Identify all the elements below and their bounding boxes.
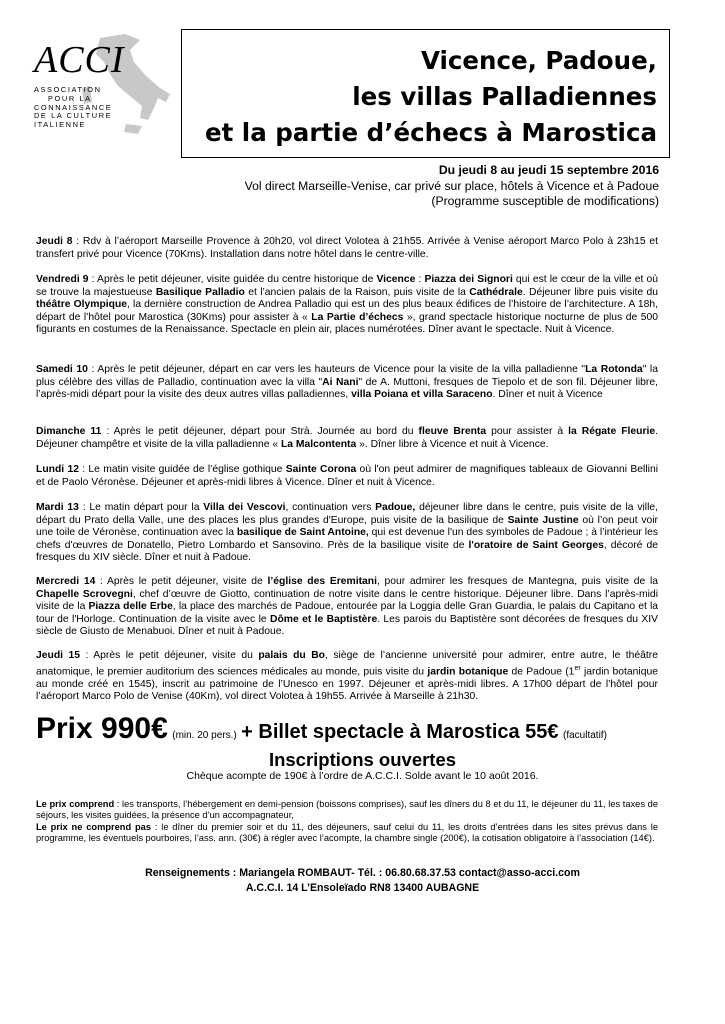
transport-line: Vol direct Marseille-Venise, car privé sur place, hôtels à Vicence et à Padoue xyxy=(244,178,659,193)
day-mardi-13: Mardi 13 : Le matin départ pour la Villa dei Vescovi, continuation vers Padoue, déjeuner libre dans le centre, puis visite de la ville, départ du Prato della Valle, une des places les plus grandes d'Europe, puis visite de la basilique de Sainte Justine où l’on peut voir une toile de Véronèse, continuation avec la basilique de Saint Antoine, qui est devenue l'un des symboles de Padoue ; à l’intérieur les chefs d'œuvres de Donatello, Pietro Lombardo et Sansovino. Près de la basilique visite de l'oratoire de Saint Georges, décoré de fresques du XIV siècle. Dîner et nuit à Padoue. xyxy=(36,502,659,564)
price-optional: (facultatif) xyxy=(563,730,607,741)
title-line-3: et la partie d’échecs à Marostica xyxy=(204,118,657,147)
price-includes: Le prix comprend : les transports, l’hébergement en demi-pension (boissons comprises), sauf les dîners du 8 et du 11, le déjeuner du 11, les taxes de séjours, les visites guidées, la présence d’un accompagnateur, xyxy=(36,799,658,821)
price-line xyxy=(36,712,658,746)
program-note: (Programme susceptible de modifications) xyxy=(431,194,659,208)
price-min: (min. 20 pers.) xyxy=(172,730,237,741)
price-excludes: Le prix ne comprend pas : le dîner du premier soir et du 11, des déjeuners, sauf celui du 11, les droits d’entrées dans les sites prévus dans le programme, les éventuels pourboires, l’ass. ann. (30€) à régler avec l’acompte, la chambre single (200€), la cotisation obligatoire à l’association (14€). xyxy=(36,822,658,844)
dates-line: Du jeudi 8 au jeudi 15 septembre 2016 xyxy=(438,163,659,177)
day-lundi-12: Lundi 12 : Le matin visite guidée de l’église gothique Sainte Corona où l'on peut admirer de magnifiques tableaux de Giovanni Bellini et de Paolo Véronèse. Déjeuner et après-midi libres à Vicence. Dîner et nuit à Vicence. xyxy=(36,464,658,488)
day-jeudi-8: Jeudi 8 : Rdv à l’aéroport Marseille Provence à 20h20, vol direct Volotea à 21h55. Arrivée à Venise aéroport Marco Polo à 23h15 et transfert privé pour Vicence (70Kms). Installation dans notre hôtel dans le centre-ville. xyxy=(36,236,658,260)
title-box xyxy=(181,29,670,158)
day-jeudi-15: Jeudi 15 : Après le petit déjeuner, visite du palais du Bo, siège de l’ancienne université pour admirer, entre autre, le théâtre anatomique, le premier auditorium des sciences médicales au monde, puis visite du jardin botanique de Padoue (1er jardin botanique au monde créé en 1545), inscrit au patrimoine de l’Unesco en 1997. Déjeuner et après-midi libres. A 17h00 départ de l’hôtel pour l’aéroport Marco Polo de Venise (40Km), vol direct Volotea à 19h55. Arrivée à Marseille à 21h30. xyxy=(36,650,658,703)
title-line-1: Vicence, Padoue, xyxy=(420,46,657,75)
day-mercredi-14: Mercredi 14 : Après le petit déjeuner, visite de l’église des Eremitani, pour admirer les fresques de Mantegna, puis visite de la Chapelle Scrovegni, chef d’œuvre de Giotto, continuation de notre visite dans le centre historique. Déjeuner libre. Dans l’après-midi visite de la Piazza delle Erbe, la place des marchés de Padoue, entourée par la Loggia delle Gran Guardia, le palais du Capitano et la tour de l'Horloge. Continuation de la visite avec le Dôme et le Baptistère. Les parois du Baptistère sont décorées de fresques du XIV siècle de Giusto de Menabuoi. Dîner et nuit à Padoue. xyxy=(36,576,658,638)
deposit-note: Chèque acompte de 190€ à l’ordre de A.C.C.I. Solde avant le 10 août 2016. xyxy=(186,770,539,782)
day-vendredi-9: Vendredi 9 : Après le petit déjeuner, visite guidée du centre historique de Vicence : Piazza dei Signori qui est le cœur de la ville et où se trouve la majestueuse Basilique Palladio et l’ancien palais de la Raison, puis visite de la Cathédrale. Déjeuner libre puis visite du théâtre Olympique, la dernière construction de Andrea Palladio qui est un des plus beaux édifices de l’histoire de l’architecture. A 18h, départ de l’hôtel pour Marostica (30Kms) pour assister à « La Partie d’échecs », grand spectacle historique nocturne de plus de 500 figurants en costumes de la Renaissance. Spectacle en plein air, places numérotées. Dîner avant le spectacle. Nuit à Vicence. xyxy=(36,274,658,336)
price-main: Prix 990€ xyxy=(36,712,168,745)
inscriptions-heading: Inscriptions ouvertes xyxy=(268,749,457,770)
day-samedi-10: Samedi 10 : Après le petit déjeuner, départ en car vers les hauteurs de Vicence pour la visite de la villa palladienne "La Rotonda" la plus célèbre des villas de Palladio, continuation avec la villa "Ai Nani" de A. Muttoni, fresques de Tiepolo et de son fil. Déjeuner libre, l’après-midi départ pour la visite des deux autres villas palladiennes, villa Poiana et villa Saraceno. Dîner et nuit à Vicence xyxy=(36,364,659,401)
logo-subtitle: ASSOCIATION POUR LA CONNAISSANCE DE LA CULTURE ITALIENNE xyxy=(34,85,113,130)
contact-info xyxy=(0,866,725,895)
trip-dates xyxy=(245,163,659,210)
price-spectacle: + Billet spectacle à Marostica 55€ xyxy=(241,721,559,743)
day-dimanche-11: Dimanche 11 : Après le petit déjeuner, départ pour Strà. Journée au bord du fleuve Brenta pour assister à la Régate Fleurie. Déjeuner champêtre et visite de la villa palladienne « La Malcontenta ». Dîner libre à Vicence et nuit à Vicence. xyxy=(36,426,658,450)
acci-logo xyxy=(30,28,180,148)
address-line: A.C.C.I. 14 L’Ensoleïado RN8 13400 AUBAGNE xyxy=(245,881,480,894)
logo-title: ACCI xyxy=(34,39,125,81)
contact-line: Renseignements : Mariangela ROMBAUT- Tél. : 06.80.68.37.53 contact@asso-acci.com xyxy=(145,867,580,879)
title-line-2: les villas Palladiennes xyxy=(352,82,657,111)
